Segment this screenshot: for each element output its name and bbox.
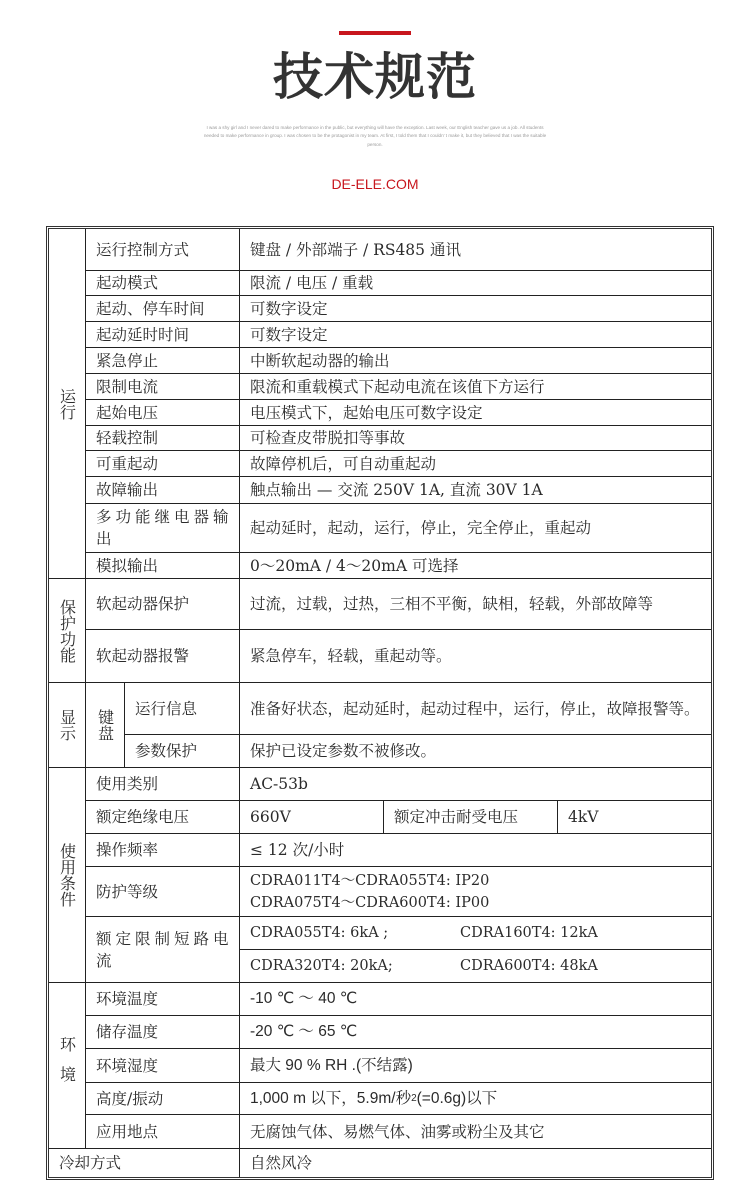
row-label: 环境温度 (86, 983, 240, 1016)
row-value: 触点输出 — 交流 250V 1A, 直流 30V 1A (240, 477, 711, 504)
row-value: -10 ℃ ～ 40 ℃ (240, 983, 711, 1016)
group-environment-label: 环境 (57, 1035, 77, 1096)
group-display: 显示 (49, 683, 86, 768)
row-label: 故障输出 (86, 477, 240, 504)
group-operation: 运行 (49, 229, 86, 579)
group-usage: 使用条件 (49, 768, 86, 983)
short-circuit-value: CDRA320T4: 20kA; (250, 958, 393, 974)
row-label: 起动、停车时间 (86, 296, 240, 322)
row-value: 限流 / 电压 / 重载 (240, 271, 711, 296)
row-value: 1,000 m 以下，5.9m/秒 2 (=0.6g)以下 (240, 1083, 711, 1115)
row-value: 保护已设定参数不被修改。 (240, 735, 711, 768)
row-value: 中断软起动器的输出 (240, 348, 711, 374)
row-label: 操作频率 (86, 834, 240, 867)
row-label: 使用类别 (86, 768, 240, 801)
group-protection: 保护功能 (49, 579, 86, 683)
short-circuit-value: CDRA160T4: 12kA (460, 925, 598, 941)
row-value: 可数字设定 (240, 296, 711, 322)
row-value: 可数字设定 (240, 322, 711, 348)
row-value: -20 ℃ ～ 65 ℃ (240, 1016, 711, 1049)
row-label: 多功能继电器输出 (86, 504, 240, 553)
row-value: ≤ 12 次/小时 (240, 834, 711, 867)
row-label: 限制电流 (86, 374, 240, 400)
row-label: 额定限制短路电流 (86, 917, 240, 983)
short-circuit-value: CDRA600T4: 48kA (460, 958, 598, 974)
row-value: 电压模式下，起始电压可数字设定 (240, 400, 711, 426)
ip-rating-line: CDRA075T4～CDRA600T4: IP00 (250, 894, 490, 911)
row-label: 软起动器报警 (86, 630, 240, 683)
row-value: AC-53b (240, 768, 711, 801)
group-environment (49, 983, 86, 1149)
row-value: 限流和重载模式下起动电流在该值下方运行 (240, 374, 711, 400)
row-value: 无腐蚀气体、易燃气体、油雾或粉尘及其它 (240, 1115, 711, 1149)
row-label: 冷却方式 (49, 1149, 240, 1177)
row-label: 防护等级 (86, 867, 240, 917)
row-label: 起动延时时间 (86, 322, 240, 348)
row-label: 应用地点 (86, 1115, 240, 1149)
row-label: 环境湿度 (86, 1049, 240, 1083)
row-label: 模拟输出 (86, 553, 240, 579)
altitude-value-tail: (=0.6g)以下 (416, 1089, 498, 1107)
row-value: 准备好状态，起动延时，起动过程中，运行，停止，故障报警等。 (240, 683, 711, 735)
row-label: 轻载控制 (86, 426, 240, 451)
row-label: 运行信息 (125, 683, 240, 735)
row-label: 紧急停止 (86, 348, 240, 374)
row-label: 额定绝缘电压 (86, 801, 240, 834)
short-circuit-row (240, 950, 711, 983)
row-value: 过流，过载，过热，三相不平衡，缺相，轻载，外部故障等 (240, 579, 711, 630)
short-circuit-value: CDRA055T4: 6kA ; (250, 925, 389, 941)
row-label: 参数保护 (125, 735, 240, 768)
row-label: 运行控制方式 (86, 229, 240, 271)
row-label: 额定冲击耐受电压 (384, 801, 558, 834)
spec-table (46, 226, 714, 1180)
row-label: 起始电压 (86, 400, 240, 426)
row-label: 高度/振动 (86, 1083, 240, 1115)
altitude-value: 1,000 m 以下，5.9m/秒 (250, 1089, 412, 1107)
row-value: 0～20mA / 4～20mA 可选择 (240, 553, 711, 579)
page-title: 技术规范 (273, 48, 477, 106)
row-label: 起动模式 (86, 271, 240, 296)
row-label: 可重起动 (86, 451, 240, 477)
row-value: 660V (240, 801, 384, 834)
row-value: 最大 90 % RH .(不结露) (240, 1049, 711, 1083)
site-name: DE-ELE.COM (331, 176, 419, 192)
row-value (240, 867, 711, 917)
row-value: 键盘 / 外部端子 / RS485 通讯 (240, 229, 711, 271)
row-value: 4kV (558, 801, 711, 834)
row-value: 起动延时，起动，运行，停止，完全停止，重起动 (240, 504, 711, 553)
subgroup-keypad: 键盘 (86, 683, 125, 768)
row-label: 软起动器保护 (86, 579, 240, 630)
row-value: 自然风冷 (250, 1154, 313, 1172)
row-label: 储存温度 (86, 1016, 240, 1049)
row-value: 紧急停车，轻载，重起动等。 (240, 630, 711, 683)
ip-rating-line: CDRA011T4～CDRA055T4: IP20 (250, 872, 490, 889)
row-value: 故障停机后，可自动重起动 (240, 451, 711, 477)
row-value: 可检查皮带脱扣等事故 (240, 426, 711, 451)
short-circuit-row (240, 917, 711, 950)
decorative-blurb: I was a shy girl and I never dared to make performance in the public, but everything will have the exception. Last week, our English teacher gave us a job. All students needed to make performance in group. I was chosen to be the protagonist in my team. At first, I told them that I couldn' t make it, but they believed that I was the suitable person. (203, 125, 547, 147)
title-accent-bar (339, 31, 411, 35)
